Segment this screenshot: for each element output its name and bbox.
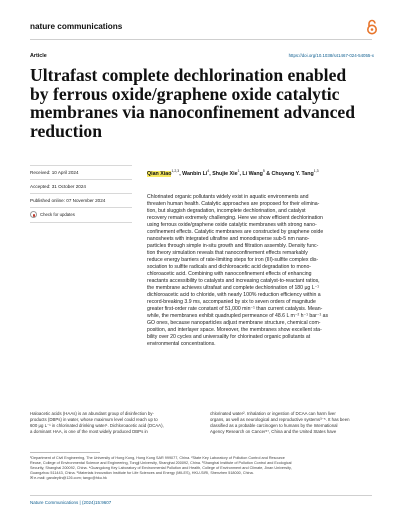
title-line: membranes via nanoconfinement advanced bbox=[30, 102, 355, 123]
abstract-line: chloroacetic acid. Combining with nanoconfinement effects of enhancing bbox=[147, 271, 312, 278]
body-line: chlorinated water². Inhalation or ingestion of DCAA can harm liver bbox=[210, 411, 336, 416]
body-line: 600 μg L⁻¹ in chlorinated drinking water¹. Dichloroacetic acid (DCAA), bbox=[30, 422, 164, 428]
open-access-lock-icon bbox=[366, 19, 378, 35]
abstract bbox=[147, 194, 379, 348]
author-name[interactable]: & Chuyang Y. Tang bbox=[264, 170, 314, 177]
meta-divider bbox=[30, 165, 132, 166]
affiliation-line: Reuse, College of Environmental Science and Engineering, Tongji University, Shanghai 200092, China. ³Shanghai Institute of Pollution Control and Ecological bbox=[30, 461, 292, 466]
affiliation-line: ¹Department of Civil Engineering, The University of Hong Kong, Hong Kong SAR 999077, China. ²State Key Laboratory of Pollution Control and Resource bbox=[30, 456, 285, 460]
check-for-updates-button[interactable] bbox=[30, 210, 75, 219]
abstract-line: tion, but sluggish degradation, incomplete dechlorination, and catalyst bbox=[147, 208, 306, 215]
abstract-line: nanosheets with integrated ultrafine and monodisperse sub-5 nm nano- bbox=[147, 236, 310, 243]
abstract-line: GO ones, because nanoparticles adjust membrane structure, chemical com- bbox=[147, 320, 321, 327]
affiliations-divider bbox=[30, 452, 100, 453]
abstract-line: greater first-order rate constant of 51,000 min⁻¹ than current catalysis. Mean- bbox=[147, 306, 323, 313]
author-list bbox=[147, 169, 377, 177]
check-for-updates-label: Check for updates bbox=[40, 212, 75, 217]
author-name[interactable]: , Shujie Xie bbox=[209, 170, 238, 177]
body-line: a dominant HAA, is one of the most widely produced DBPs in bbox=[30, 428, 148, 434]
abstract-line: while, the membranes exhibit quadrupled permeance of 48.6 L m⁻² h⁻¹ bar⁻¹ as bbox=[147, 313, 329, 320]
abstract-line: using ferrous oxide/graphene oxide catalytic membranes with strong nano- bbox=[147, 222, 317, 229]
published-date: Published online: 07 November 2024 bbox=[30, 198, 106, 203]
footer-citation: Nature Communications | (2024)15:9607 bbox=[30, 500, 112, 505]
body-column-right bbox=[210, 411, 376, 435]
affiliations bbox=[30, 456, 375, 481]
affiliation-marker: 5 bbox=[262, 169, 265, 173]
abstract-line: tion theory simulation reveals that nanoconfinement effects remarkably bbox=[147, 250, 308, 257]
check-for-updates-icon bbox=[30, 211, 37, 218]
meta-divider bbox=[30, 179, 132, 180]
affiliation-line: Guangzhou 511443, China. ⁵Materials Innovation Institute for Life Sciences and Energy (MILES), HKU-SIRI, Shenzhen 518000, China. bbox=[30, 471, 254, 476]
email-line[interactable]: ✉ e-mail: gandeylin@126.com; tangc@hku.hk bbox=[30, 476, 107, 481]
body-column-left bbox=[30, 411, 196, 435]
title-line: Ultrafast complete dechlorination enabled bbox=[30, 65, 347, 85]
abstract-line: dichloroacetic acid to chloride, with nearly 100% reduction efficiency within a bbox=[147, 292, 321, 299]
journal-name[interactable]: nature communications bbox=[30, 22, 123, 31]
abstract-line: reactants accessibility to catalysts and increasing catalyst-to-reactant ratios, bbox=[147, 278, 320, 285]
affiliation-marker: 1,3 bbox=[313, 169, 319, 173]
meta-divider bbox=[30, 207, 132, 208]
body-line: Agency Research on Cancer⁶⁷, China and the United States have bbox=[210, 428, 337, 434]
abstract-line: environmental concentrations. bbox=[147, 341, 216, 348]
affiliation-line: Security, Shanghai 200092, China. ⁴Guangdong Key Laboratory of Environmental Pollution and Health, College of Environment and Climate, Jinan University, bbox=[30, 466, 292, 471]
title-line: reduction bbox=[30, 120, 103, 141]
article-type-label: Article bbox=[30, 53, 47, 59]
affiliation-marker: 1 bbox=[237, 169, 240, 173]
received-date: Received: 10 April 2024 bbox=[30, 170, 79, 175]
doi-link[interactable]: https://doi.org/10.1038/s41467-024-54055-x bbox=[288, 53, 374, 58]
abstract-line: sociation to sulfite radicals and dichloroacetic acid degradation to mono- bbox=[147, 264, 312, 271]
body-line: classified as a probable carcinogen to humans by the International bbox=[210, 422, 338, 428]
affiliation-marker: 1,2,3 bbox=[171, 169, 180, 173]
author-name[interactable]: , Wanbin Li bbox=[179, 170, 208, 177]
abstract-line: position, and interlayer space. Moreover, the membranes show excellent sta- bbox=[147, 327, 322, 334]
body-line: Haloacetic acids (HAAs) is an abundant group of disinfection by- bbox=[30, 411, 154, 416]
author-name[interactable]: , Li Wang bbox=[239, 170, 263, 177]
body-line: organs, as well as neurological and reproductive systems³⁻⁵. It has been bbox=[210, 416, 350, 422]
abstract-line: record-breaking 3.9 ms, accompanied by six to seven orders of magnitude bbox=[147, 299, 316, 306]
abstract-line: the membrane achieves ultrafast and complete dechlorination of 180 μg L⁻¹ bbox=[147, 285, 319, 292]
accepted-date: Accepted: 31 October 2024 bbox=[30, 184, 86, 189]
abstract-line: confinement effects. Catalytic membranes are constructed by graphene oxide bbox=[147, 229, 324, 236]
body-line: products (DBPs) in water, whose maximum level could reach up to bbox=[30, 416, 158, 422]
abstract-line: bility over 20 cycles and universality for chlorinated organic pollutants at bbox=[147, 334, 311, 341]
abstract-line: reduce energy barriers of rate-limiting steps for iron (III)-sulfite complex dis- bbox=[147, 257, 319, 264]
abstract-line: recovery remain extremely challenging. Here we show efficient dechlorination bbox=[147, 215, 323, 222]
header-rule bbox=[30, 39, 372, 40]
abstract-line: Chlorinated organic pollutants widely exist in aquatic environments and bbox=[147, 194, 309, 200]
meta-divider bbox=[30, 222, 132, 223]
article-title bbox=[30, 66, 375, 140]
affiliation-marker: 4 bbox=[207, 169, 210, 173]
author-name[interactable]: Qian Xiao bbox=[147, 170, 172, 177]
meta-divider bbox=[30, 193, 132, 194]
footer-rule bbox=[30, 495, 372, 496]
abstract-line: threaten human health. Catalytic approaches are proposed for their elimina- bbox=[147, 201, 320, 208]
abstract-line: particles through simple in-situ growth and filtration assembly. Density func- bbox=[147, 243, 319, 250]
title-line: by ferrous oxide/graphene oxide catalytic bbox=[30, 83, 340, 104]
